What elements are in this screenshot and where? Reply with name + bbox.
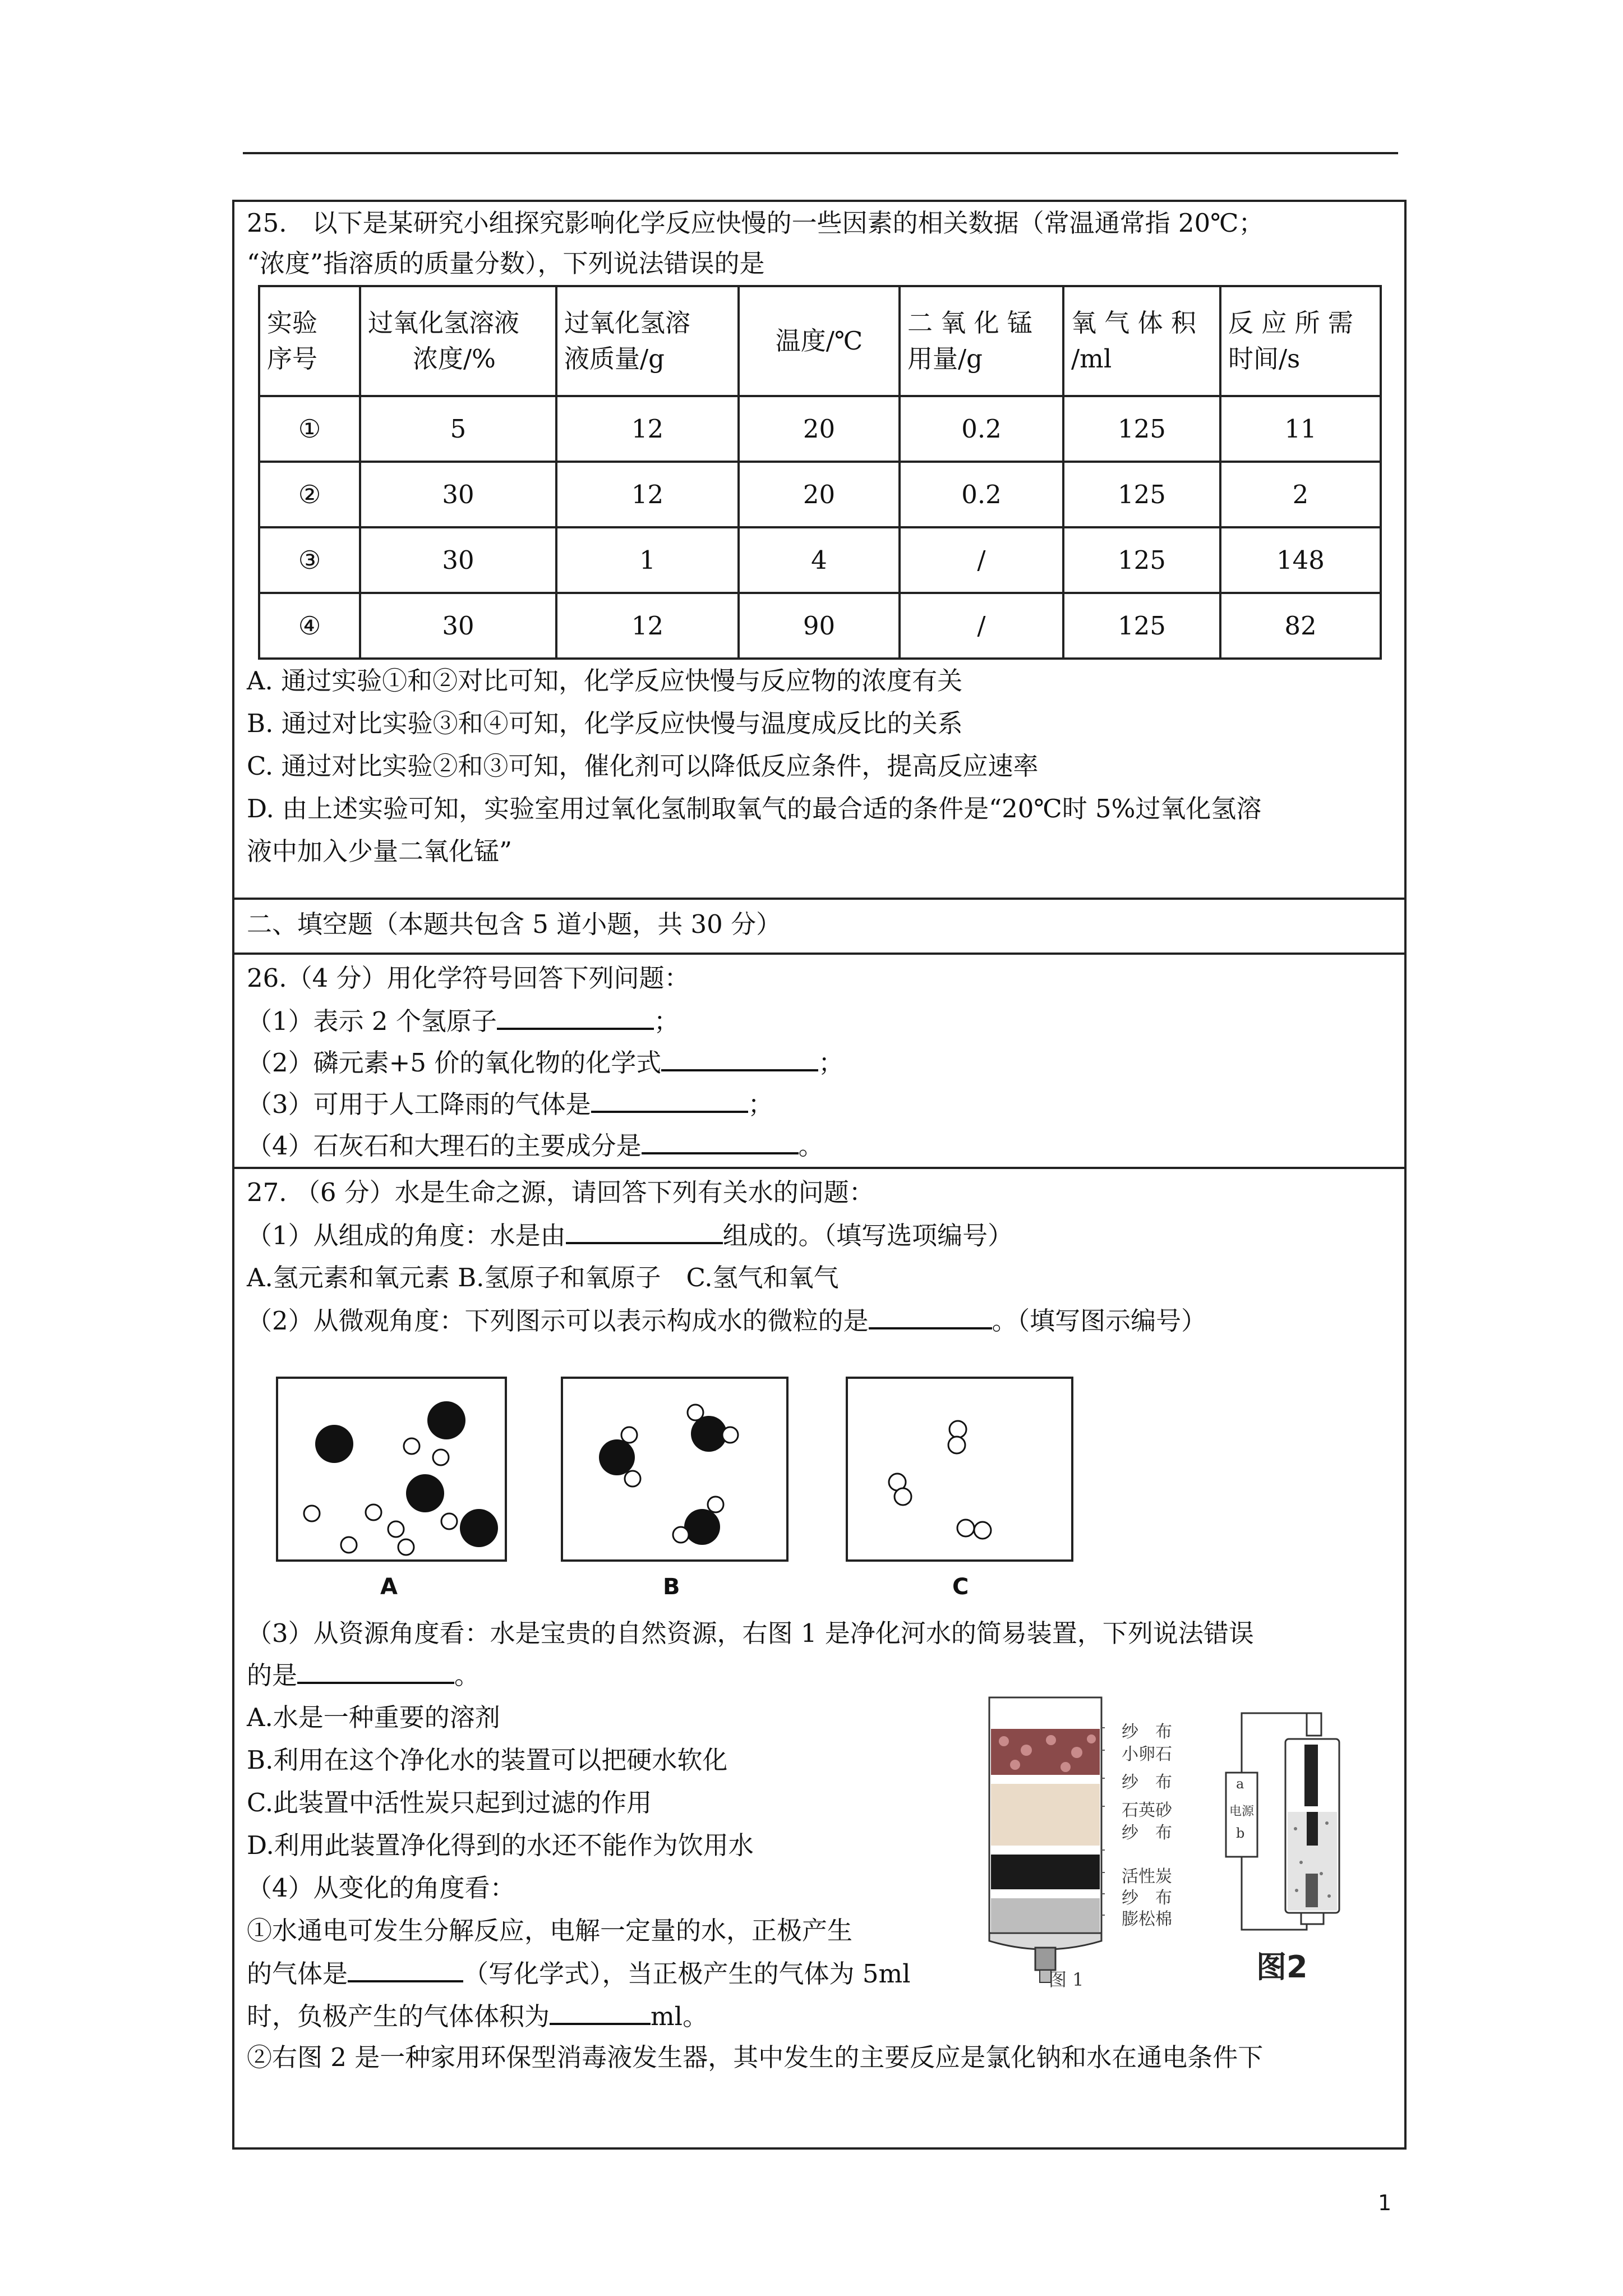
q25-option-c: C. 通过对比实验②和③可知，催化剂可以降低反应条件，提高反应速率 (247, 751, 1039, 781)
molecule-figure-b (561, 1377, 789, 1562)
answer-blank[interactable] (591, 1086, 748, 1113)
cell: 2 (1220, 462, 1381, 527)
cell: 148 (1220, 527, 1381, 593)
cell: 5 (360, 396, 556, 462)
fig2-power-label: 电源 (1229, 1805, 1255, 1819)
header-cell-mno2: 二 氧 化 锰 用量/g (900, 286, 1063, 396)
q25-stem-line1: 25. 以下是某研究小组探究影响化学反应快慢的一些因素的相关数据（常温通常指 20℃； (247, 208, 1264, 238)
q25-stem-line2: “浓度”指溶质的质量分数），下列说法错误的是 (247, 249, 765, 278)
cell: 4 (739, 527, 900, 593)
q25-option-d-line2: 液中加入少量二氧化锰” (247, 836, 513, 866)
q25-option-b: B. 通过对比实验③和④可知，化学反应快慢与温度成反比的关系 (247, 708, 963, 738)
fig1-label: 纱 布 (1122, 1773, 1172, 1792)
cell: 125 (1063, 462, 1220, 527)
q26-item-3: （3）可用于人工降雨的气体是 ； (247, 1086, 773, 1122)
fig1-label: 膨松棉 (1122, 1910, 1172, 1929)
q27-part4-line2: 的气体是 （写化学式），当正极产生的气体为 5ml (247, 1955, 911, 1992)
cell: ② (259, 462, 360, 527)
q27-part4-title: （4）从变化的角度看： (247, 1873, 515, 1903)
cell: ④ (259, 593, 360, 659)
q27-part1-options: A.氢元素和氧元素 B.氢原子和氧原子 C.氢气和氧气 (247, 1263, 839, 1292)
table-row (259, 396, 1381, 462)
header-cell-time: 反 应 所 需 时间/s (1220, 286, 1381, 396)
cell: 30 (360, 462, 556, 527)
table-row (259, 593, 1381, 659)
q25-option-d-line1: D. 由上述实验可知，实验室用过氧化氢制取氧气的最合适的条件是“20℃时 5%过氧化氢溶 (247, 794, 1262, 823)
q27-part3-option-a: A.水是一种重要的溶剂 (247, 1703, 500, 1732)
answer-blank[interactable] (297, 1657, 454, 1684)
figure-label-a: A (380, 1574, 398, 1600)
molecule-diagram-b (563, 1379, 786, 1559)
header-cell-volume: 氧 气 体 积 /ml (1063, 286, 1220, 396)
fig2-power-a: a (1236, 1776, 1244, 1792)
figure-label-c: C (952, 1574, 969, 1600)
answer-blank[interactable] (497, 1003, 654, 1030)
section-divider-1 (232, 898, 1407, 900)
q27-part3-option-b: B.利用在这个净化水的装置可以把硬水软化 (247, 1745, 728, 1775)
cell: 12 (556, 593, 739, 659)
molecule-figure-a (276, 1377, 507, 1562)
header-cell-concentration: 过氧化氢溶液 浓度/% (360, 286, 556, 396)
page-number: 1 (1378, 2191, 1392, 2215)
q26-item-1: （1）表示 2 个氢原子 ； (247, 1003, 679, 1039)
fig1-label: 活性炭 (1122, 1867, 1172, 1887)
cell: 11 (1220, 396, 1381, 462)
q27-part3-line1: （3）从资源角度看：水是宝贵的自然资源，右图 1 是净化河水的简易装置，下列说法错误 (247, 1618, 1254, 1648)
fig1-caption: 图 1 (1049, 1969, 1084, 1990)
cell: 82 (1220, 593, 1381, 659)
q27-part4-line1: ①水通电可发生分解反应，电解一定量的水，正极产生 (247, 1916, 853, 1945)
answer-blank[interactable] (348, 1955, 463, 1982)
table-row (259, 527, 1381, 593)
cell: 30 (360, 593, 556, 659)
q27-part3-line2: 的是 。 (247, 1657, 479, 1694)
answer-blank[interactable] (642, 1128, 799, 1154)
cell: 20 (739, 462, 900, 527)
fig1-label: 石英砂 (1122, 1801, 1172, 1820)
cell: 125 (1063, 396, 1220, 462)
q26-item-4: （4）石灰石和大理石的主要成分是 。 (247, 1128, 824, 1164)
generator-diagram (1223, 1705, 1374, 1952)
cell: 12 (556, 462, 739, 527)
molecule-diagram-a (278, 1379, 505, 1559)
fig1-label: 纱 布 (1122, 1823, 1172, 1843)
molecule-diagram-c (848, 1379, 1071, 1559)
header-cell-temp: 温度/℃ (739, 286, 900, 396)
q27-part4-line3: 时，负极产生的气体体积为 ml。 (247, 1998, 708, 2035)
fig2-power-b: b (1236, 1825, 1245, 1841)
cell: / (900, 593, 1063, 659)
section-divider-2 (232, 953, 1407, 955)
fig1-label: 小卵石 (1122, 1745, 1172, 1764)
q26-title: 26.（4 分）用化学符号回答下列问题： (247, 963, 690, 993)
cell: ① (259, 396, 360, 462)
answer-blank[interactable] (550, 1998, 651, 2025)
section-heading: 二、填空题（本题共包含 5 道小题，共 30 分） (247, 909, 782, 939)
table-header-row (259, 286, 1381, 396)
figure-1-purifier (981, 1694, 1206, 1990)
q25-option-a: A. 通过实验①和②对比可知，化学反应快慢与反应物的浓度有关 (247, 666, 963, 696)
figure-label-b: B (663, 1574, 680, 1600)
header-cell-mass: 过氧化氢溶 液质量/g (556, 286, 739, 396)
q26-item-2: （2）磷元素+5 价的氧化物的化学式 ； (247, 1045, 843, 1081)
answer-blank[interactable] (566, 1217, 723, 1244)
cell: 125 (1063, 527, 1220, 593)
purifier-column-diagram (981, 1694, 1105, 1986)
q27-part4-line4: ②右图 2 是一种家用环保型消毒液发生器，其中发生的主要反应是氯化钠和水在通电条件下 (247, 2042, 1264, 2072)
section-divider-3 (232, 1167, 1407, 1169)
cell: 0.2 (900, 396, 1063, 462)
fig2-caption: 图2 (1256, 1949, 1308, 1985)
cell: 90 (739, 593, 900, 659)
answer-blank[interactable] (869, 1303, 992, 1329)
q27-part3-option-d: D.利用此装置净化得到的水还不能作为饮用水 (247, 1830, 754, 1860)
molecule-figure-c (846, 1377, 1073, 1562)
q27-title: 27. （6 分）水是生命之源，请回答下列有关水的问题： (247, 1177, 874, 1207)
cell: 0.2 (900, 462, 1063, 527)
header-cell-exp: 实验 序号 (259, 286, 360, 396)
q27-part3-option-c: C.此装置中活性炭只起到过滤的作用 (247, 1788, 652, 1818)
cell: 20 (739, 396, 900, 462)
q27-part1: （1）从组成的角度：水是由 组成的。（填写选项编号） (247, 1217, 1013, 1254)
table-row (259, 462, 1381, 527)
header-rule (243, 152, 1398, 154)
cell: 125 (1063, 593, 1220, 659)
fig1-label: 纱 布 (1122, 1888, 1172, 1908)
figure-2-generator (1223, 1705, 1374, 1986)
answer-blank[interactable] (661, 1045, 818, 1071)
cell: / (900, 527, 1063, 593)
cell: 1 (556, 527, 739, 593)
cell: 12 (556, 396, 739, 462)
fig1-label: 纱 布 (1122, 1722, 1172, 1742)
cell: 30 (360, 527, 556, 593)
q27-part2: （2）从微观角度：下列图示可以表示构成水的微粒的是 。（填写图示编号） (247, 1303, 1206, 1339)
cell: ③ (259, 527, 360, 593)
q25-data-table (258, 285, 1382, 660)
